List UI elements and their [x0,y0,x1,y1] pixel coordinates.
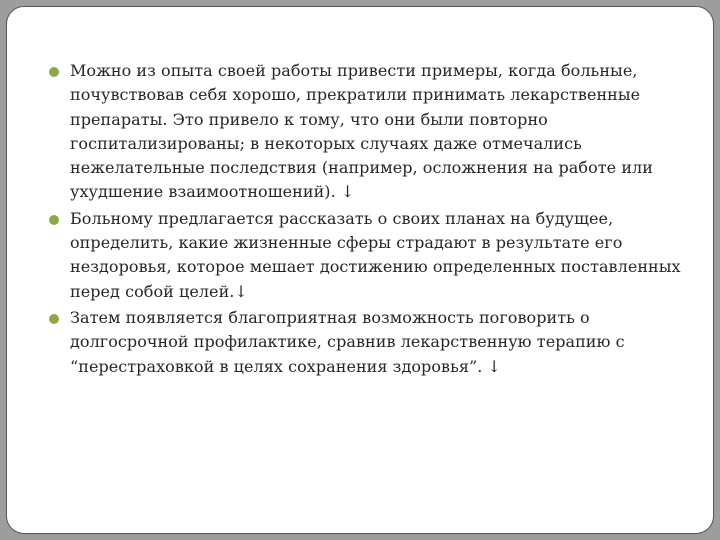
bullet-text: Больному предлагается рассказать о своих планах на будущее, определить, какие жизненные сферы страдают в результате его нездоровья, которое мешает достижению определенных поставленных перед собой целей.↓ [70,208,681,301]
bullet-item [49,306,681,379]
bullet-text: Можно из опыта своей работы привести примеры, когда больные, почувствовав себя хорошо, прекратили принимать лекарственные препараты. Это привело к тому, что они были повторно госпитализированы; в некоторых случаях даже отмечались нежелательные последствия (например, осложнения на работе или ухудшение взаимоотношений). ↓ [70,61,653,202]
bullet-icon [49,314,59,324]
bullet-list [49,59,681,381]
slide [6,6,714,534]
bullet-item [49,59,681,205]
bullet-icon [49,67,59,77]
bullet-item [49,207,681,304]
bullet-icon [49,215,59,225]
bullet-text: Затем появляется благоприятная возможность поговорить о долгосрочной профилактике, сравнив лекарственную терапию с “перестраховкой в целях сохранения здоровья”. ↓ [70,307,625,376]
